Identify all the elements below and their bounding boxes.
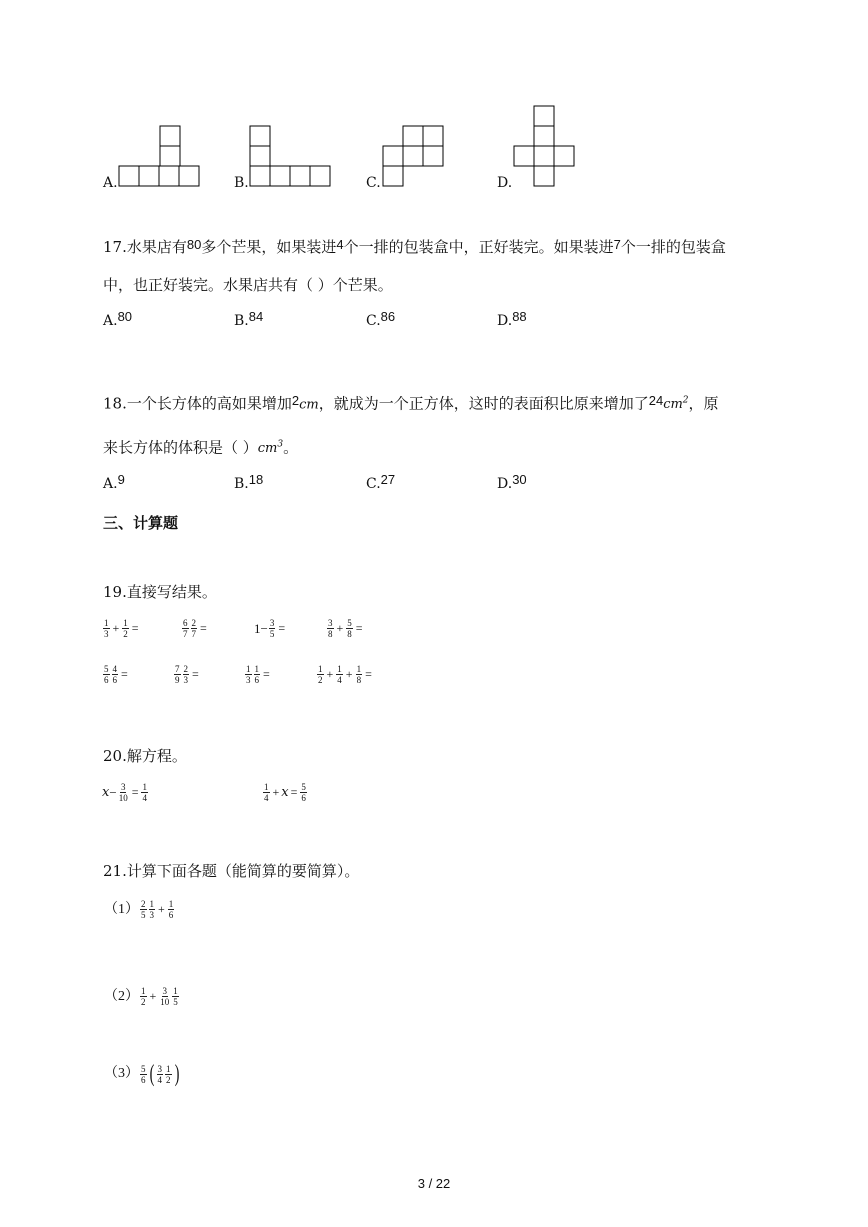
figure-option-d-label: D.: [497, 175, 513, 191]
q21-title: 21.计算下面各题（能简算的要简算）。: [103, 862, 360, 880]
q18-text-2: ，就成为一个正方体，这时的表面积比原来增加了: [318, 394, 649, 413]
q17-option-d: D.88: [497, 309, 527, 329]
q18-line2: 来长方体的体积是（ ）$cm^3$。: [103, 438, 299, 457]
q18-line1: [103, 392, 719, 414]
q19-expr-6: $\frac{7}{9}$ $\frac{2}{3}$ =: [175, 664, 199, 685]
q21-item-3: （3） $\frac{5}{6}$ ( $\frac{3}{4}$ $\frac{1}{2}$ ): [104, 1061, 179, 1087]
page-number: 3 / 22: [417, 1176, 451, 1191]
q17-option-a: A.80: [103, 309, 133, 329]
q18-text-3: ，原: [688, 394, 719, 413]
q17-text-4: 个一排的包装盒: [620, 238, 726, 256]
q17-number-80: 80: [186, 237, 202, 252]
figure-option-a-label: A.: [103, 175, 118, 191]
figure-option-c-label: C.: [366, 175, 381, 191]
q19-expr-8: $\frac{1}{2}$ + $\frac{1}{4}$ + $\frac{1}{8}$ =: [318, 664, 372, 685]
q19-expr-7: $\frac{1}{3}$ $\frac{1}{6}$ =: [246, 664, 270, 685]
q17-text-1: 17.水果店有: [103, 238, 187, 256]
q17-text-3: 个一排的包装盒中，正好装完。如果装进: [343, 238, 614, 256]
q18-number-24: 24: [648, 393, 664, 409]
figure-option-d-net: [512, 105, 578, 189]
q17-line2: 中，也正好装完。水果店共有（ ）个芒果。: [103, 276, 393, 294]
q19-expr-5: $\frac{5}{6}$ $\frac{4}{6}$ =: [104, 664, 128, 685]
q18-number-2: 2: [291, 393, 300, 409]
q18-unit-cm2: $cm^2$: [663, 396, 689, 413]
q18-option-d: D.30: [497, 472, 527, 492]
figure-option-c-net: [381, 125, 449, 189]
q18-option-b: B.18: [234, 472, 264, 492]
q20-title: 20.解方程。: [103, 747, 187, 765]
q18-text-4: 来长方体的体积是（ ）: [103, 438, 258, 457]
q17-option-b: B.84: [234, 309, 264, 329]
q20-equation-2: $\frac{1}{4}$ + x = $\frac{5}{6}$: [264, 782, 306, 803]
figure-option-a-net: [118, 125, 203, 189]
q18-text-1: 18.一个长方体的高如果增加: [103, 394, 292, 413]
figure-option-b-label: B.: [234, 175, 249, 191]
q18-unit-cm: cm: [299, 397, 319, 413]
q19-expr-4: $\frac{3}{8}$ + $\frac{5}{8}$ =: [328, 618, 363, 639]
q19-expr-3: 1− $\frac{3}{5}$ =: [254, 618, 286, 639]
section-heading: 三、计算题: [103, 514, 179, 532]
q17-option-c: C.86: [366, 309, 396, 329]
q17-number-7: 7: [613, 237, 621, 252]
q18-unit-cm3: $cm^3$: [257, 440, 284, 457]
q17-number-4: 4: [336, 237, 344, 252]
q21-item-2: （2） $\frac{1}{2}$ + $\frac{3}{10}$ $\frac{1}{5}$: [104, 986, 178, 1007]
q18-option-c: C.27: [366, 472, 396, 492]
q21-item-1: （1） $\frac{2}{5}$ $\frac{1}{3}$ + $\frac{1}{6}$: [104, 899, 174, 920]
q20-equation-1: x − $\frac{3}{10}$ = $\frac{1}{4}$: [102, 782, 147, 803]
q17-line1: [103, 238, 726, 257]
q19-expr-1: $\frac{1}{3}$ + $\frac{1}{2}$ =: [104, 618, 139, 639]
figure-option-b-net: [249, 125, 334, 189]
q17-text-2: 多个芒果，如果装进: [201, 238, 337, 256]
figure-options-row: [0, 100, 868, 195]
q19-title: 19.直接写结果。: [103, 583, 217, 601]
q18-option-a: A.9: [103, 472, 125, 492]
q19-expr-2: $\frac{6}{7}$ $\frac{2}{7}$ =: [183, 618, 207, 639]
